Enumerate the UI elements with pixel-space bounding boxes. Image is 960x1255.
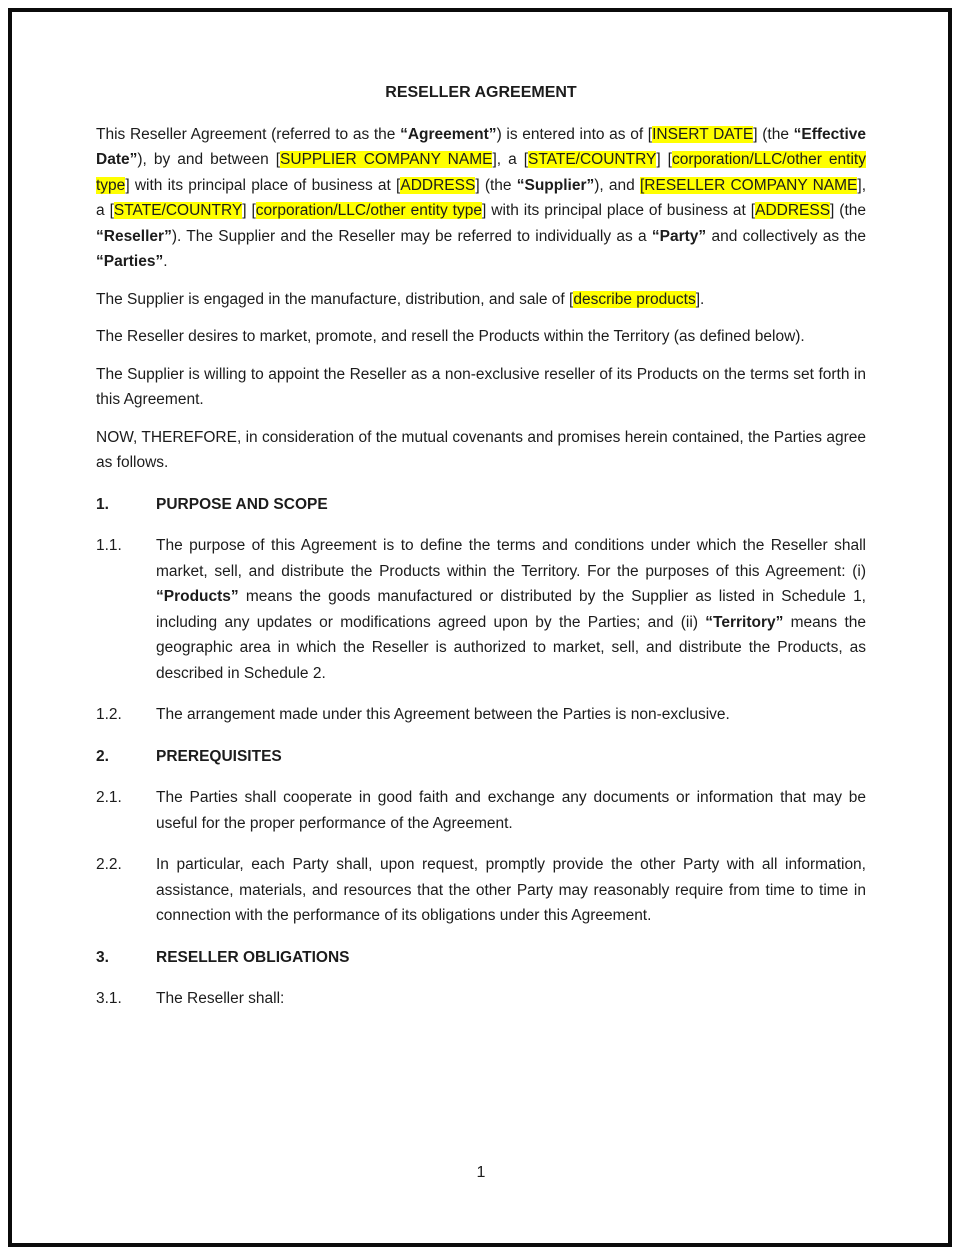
document-title: RESELLER AGREEMENT xyxy=(385,84,577,101)
clause-number: 3. xyxy=(96,948,109,966)
clause-text xyxy=(156,986,866,1012)
clause-number: 2.1. xyxy=(96,789,122,806)
placeholder-highlight: ADDRESS xyxy=(400,176,476,194)
defined-term: “Supplier” xyxy=(516,176,595,194)
defined-term: “Effective Date” xyxy=(96,125,866,168)
defined-term: “Territory” xyxy=(705,613,784,631)
text-run: The Supplier is engaged in the manufacture, distribution, and sale of [ xyxy=(96,290,574,308)
placeholder-highlight: STATE/COUNTRY xyxy=(528,151,657,168)
text-run: ) is entered into as of [ xyxy=(496,125,653,143)
placeholder-highlight: describe products xyxy=(573,290,696,308)
clause-number: 1.2. xyxy=(96,706,122,723)
text-run: ). The Supplier and the Reseller may be referred to individually as a xyxy=(171,227,652,245)
defined-term: “Products” xyxy=(156,588,239,605)
page-border xyxy=(8,8,952,1247)
text-run: ), by and between [ xyxy=(137,151,281,168)
text-run: The Reseller desires to market, promote, and resell the Products within the Territory (as defined below). xyxy=(96,328,805,345)
text-run: ], a [ xyxy=(96,176,867,219)
paragraph xyxy=(96,362,866,413)
placeholder-highlight: INSERT DATE xyxy=(652,125,754,143)
text-run: The Parties shall cooperate in good faith and exchange any documents or information that may be useful for the proper performance of the Agreement. xyxy=(156,789,866,832)
clause-text xyxy=(156,852,866,929)
section-heading-text: PURPOSE AND SCOPE xyxy=(156,495,328,513)
defined-term: “Reseller” xyxy=(96,227,172,245)
text-run: The Reseller shall: xyxy=(156,990,285,1007)
text-run: NOW, THEREFORE, in consideration of the mutual covenants and promises herein contained, the Parties agree as follows. xyxy=(96,428,866,471)
text-run: ] [ xyxy=(242,202,256,219)
defined-term: “Agreement” xyxy=(400,125,497,143)
placeholder-highlight: corporation/LLC/other entity type xyxy=(96,151,866,194)
clause-number: 2.2. xyxy=(96,856,122,873)
paragraph xyxy=(96,122,866,275)
placeholder-highlight: STATE/COUNTRY xyxy=(113,202,243,219)
text-run: means the goods manufactured or distributed by the Supplier as listed in Schedule 1, including any updates or modifications agreed upon by the Parties; and (ii) xyxy=(156,588,866,631)
clause-text xyxy=(156,702,866,728)
placeholder-highlight: corporation/LLC/other entity type xyxy=(255,202,482,219)
text-run: ], a [ xyxy=(492,151,529,168)
section-heading xyxy=(96,492,866,518)
clause-number: 3.1. xyxy=(96,990,122,1007)
text-run: ] [ xyxy=(656,151,672,168)
placeholder-highlight: ADDRESS xyxy=(755,202,831,219)
text-run: . xyxy=(163,253,168,270)
clause-block xyxy=(96,986,866,1012)
text-run: ] (the xyxy=(830,202,867,219)
text-run: The Supplier is willing to appoint the Reseller as a non-exclusive reseller of its Products on the terms set forth in this Agreement. xyxy=(96,365,866,408)
placeholder-highlight: SUPPLIER COMPANY NAME xyxy=(280,151,493,168)
clause-text xyxy=(156,533,866,686)
clause-number: 1. xyxy=(96,495,109,513)
text-run: ] with its principal place of business at [ xyxy=(481,202,756,219)
paragraph xyxy=(96,425,866,476)
clause-number: 1.1. xyxy=(96,537,122,554)
text-run: means the geographic area in which the Reseller is authorized to market, sell, and distribute the Products, as described in Schedule 2. xyxy=(156,613,866,682)
clause-block xyxy=(96,785,866,836)
text-run: ] with its principal place of business at [ xyxy=(125,176,401,194)
clause-text xyxy=(156,785,866,836)
page-number: 1 xyxy=(476,1163,486,1181)
defined-term: “Parties” xyxy=(96,253,164,270)
text-run: ] (the xyxy=(753,125,794,143)
document-content xyxy=(96,80,866,1024)
clause-block xyxy=(96,702,866,728)
text-run: The purpose of this Agreement is to define the terms and conditions under which the Reseller shall market, sell, and distribute the Products within the Territory. For the purposes of this Agreement: (i) xyxy=(156,537,866,580)
clause-block xyxy=(96,533,866,686)
text-run: This Reseller Agreement (referred to as the xyxy=(96,125,401,143)
text-run: ] (the xyxy=(475,176,517,194)
defined-term: “Party” xyxy=(651,227,707,245)
placeholder-highlight: [RESELLER COMPANY NAME xyxy=(639,176,858,194)
text-run: and collectively as the xyxy=(706,227,866,245)
clause-number: 2. xyxy=(96,747,109,765)
section-heading-text: RESELLER OBLIGATIONS xyxy=(156,948,350,966)
text-run: ), and xyxy=(594,176,640,194)
section-heading-text: PREREQUISITES xyxy=(156,747,282,765)
text-run: In particular, each Party shall, upon request, promptly provide the other Party with all information, assistance, materials, and resources that the other Party may reasonably require from time to time in connection with the performance of its obligations under this Agreement. xyxy=(156,856,866,924)
section-heading xyxy=(96,744,866,770)
text-run: The arrangement made under this Agreement between the Parties is non-exclusive. xyxy=(156,706,730,723)
text-run: ]. xyxy=(695,290,705,308)
clause-block xyxy=(96,852,866,929)
paragraph xyxy=(96,287,866,313)
section-heading xyxy=(96,945,866,971)
paragraph xyxy=(96,324,866,350)
